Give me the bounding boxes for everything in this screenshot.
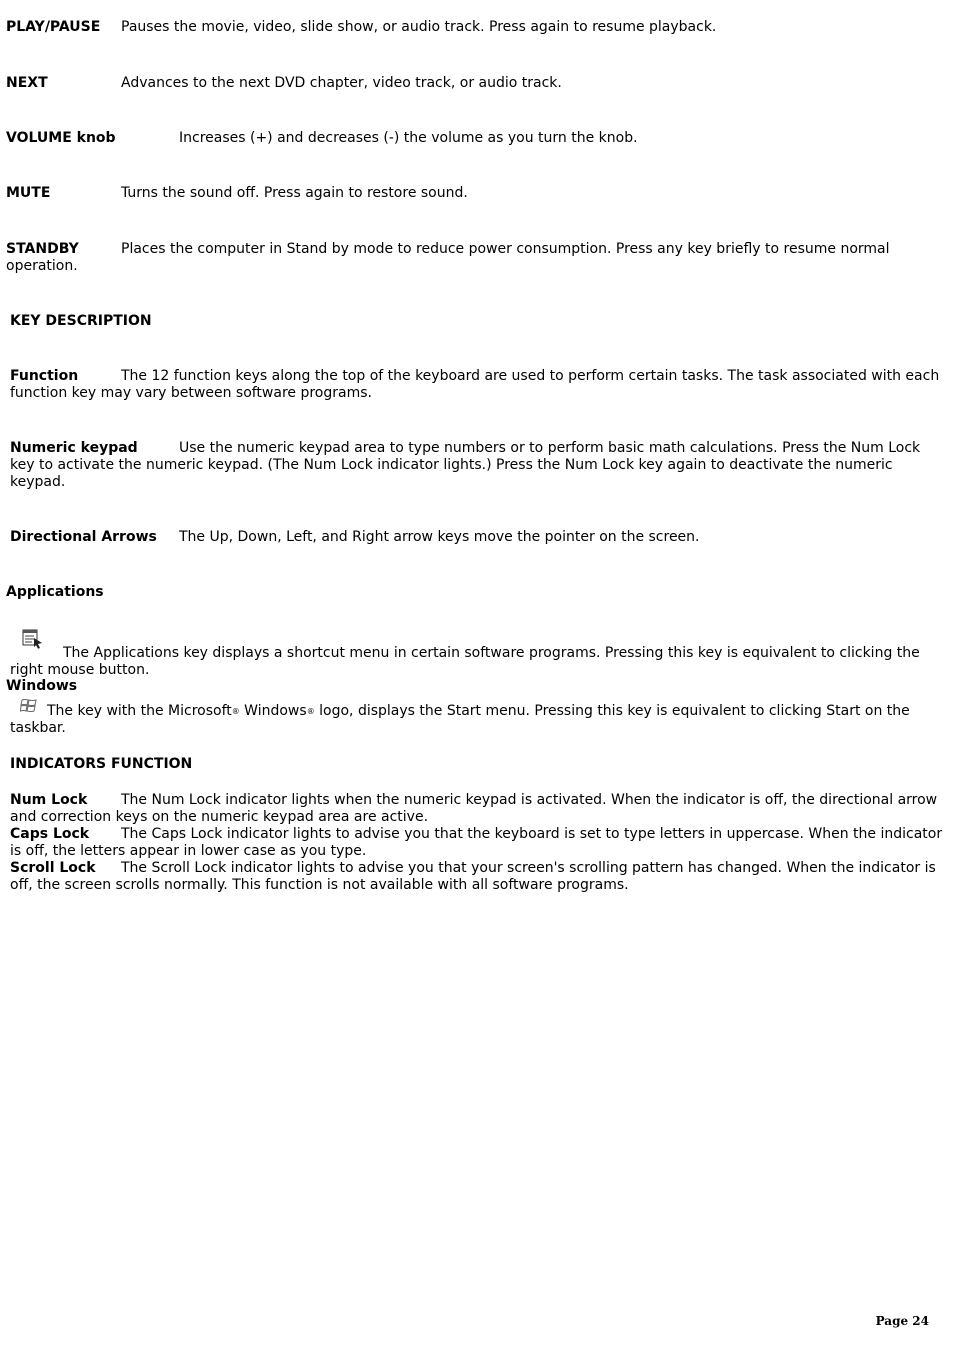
indicator-scroll-lock (10, 860, 948, 894)
term-volume: VOLUME knob (6, 130, 116, 146)
key-directional-arrows (10, 529, 948, 546)
desc-scroll-lock: The Scroll Lock indicator lights to advise you that your screen's scrolling pattern has changed. When the indicator is off, the screen scrolls normally. This function is not available with all software programs. (10, 860, 936, 893)
media-key-next (6, 75, 948, 92)
desc-numeric-keypad: Use the numeric keypad area to type numbers or to perform basic math calculations. Press the Num Lock key to activate the numeric keypad. (The Num Lock indicator lights.) Press the Num Lock key again to deactivate the numeric keypad. (10, 440, 921, 490)
media-key-mute (6, 185, 948, 202)
media-key-standby (6, 241, 948, 275)
indicators-heading: INDICATORS FUNCTION (10, 756, 193, 772)
desc-volume: Increases (+) and decreases (-) the volume as you turn the knob. (179, 130, 638, 146)
term-directional-arrows: Directional Arrows (10, 529, 157, 545)
windows-title: Windows (6, 678, 78, 694)
desc-function: The 12 function keys along the top of the keyboard are used to perform certain tasks. The task associated with each function key may vary between software programs. (10, 368, 940, 401)
desc-play-pause: Pauses the movie, video, slide show, or audio track. Press again to resume playback. (121, 19, 717, 35)
desc-num-lock: The Num Lock indicator lights when the numeric keypad is activated. When the indicator is off, the directional arrow and correction keys on the numeric keypad area are active. (10, 792, 938, 825)
term-scroll-lock: Scroll Lock (10, 860, 96, 876)
term-function: Function (10, 368, 79, 384)
media-key-volume (6, 130, 948, 147)
key-numeric-keypad (10, 440, 948, 491)
desc-mute: Turns the sound off. Press again to restore sound. (121, 185, 468, 201)
term-numeric-keypad: Numeric keypad (10, 440, 138, 456)
desc-next: Advances to the next DVD chapter, video track, or audio track. (121, 75, 562, 91)
windows-desc-mid: Windows (239, 703, 307, 719)
term-num-lock: Num Lock (10, 792, 88, 808)
windows-desc (10, 703, 948, 737)
windows-desc-before: The key with the Microsoft (47, 703, 232, 719)
applications-desc (10, 645, 948, 679)
term-next: NEXT (6, 75, 48, 91)
windows-desc-after: logo, displays the Start menu. Pressing this key is equivalent to clicking Start on the taskbar. (10, 703, 910, 736)
indicator-caps-lock (10, 826, 948, 860)
term-mute: MUTE (6, 185, 51, 201)
page-number: Page 24 (875, 1314, 929, 1328)
applications-desc-text: The Applications key displays a shortcut menu in certain software programs. Pressing this key is equivalent to clicking the right mouse button. (10, 645, 920, 678)
key-function (10, 368, 948, 402)
term-standby: STANDBY (6, 241, 79, 257)
term-play-pause: PLAY/PAUSE (6, 19, 101, 35)
desc-standby: Places the computer in Stand by mode to reduce power consumption. Press any key briefly to resume normal operation. (6, 241, 890, 274)
applications-title: Applications (6, 584, 104, 600)
desc-caps-lock: The Caps Lock indicator lights to advise you that the keyboard is set to type letters in uppercase. When the indicator is off, the letters appear in lower case as you type. (10, 826, 943, 859)
desc-directional-arrows: The Up, Down, Left, and Right arrow keys move the pointer on the screen. (179, 529, 700, 545)
term-caps-lock: Caps Lock (10, 826, 90, 842)
indicator-num-lock (10, 792, 948, 826)
registered-mark: ® (231, 707, 240, 716)
media-key-play-pause (6, 19, 948, 36)
key-description-heading: KEY DESCRIPTION (10, 313, 152, 329)
registered-mark-2: ® (306, 707, 315, 716)
